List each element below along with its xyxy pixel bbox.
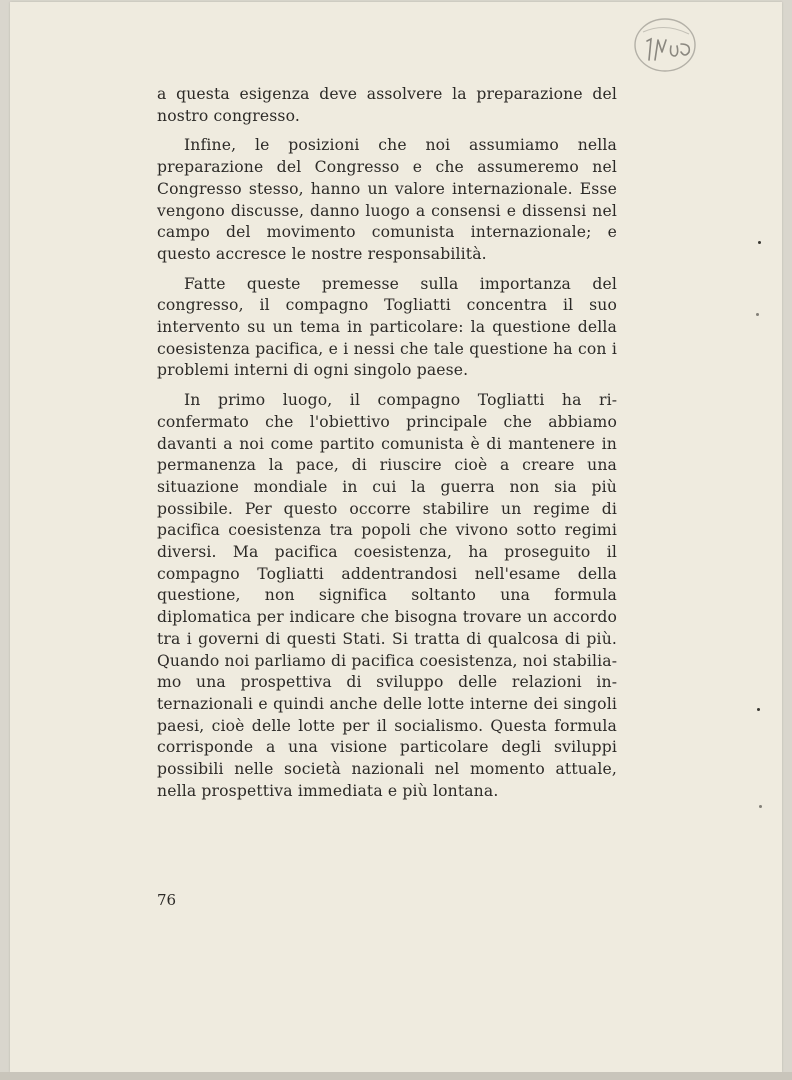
margin-speck [758, 241, 761, 244]
margin-speck [756, 313, 759, 316]
paragraph-2: Infine, le posizioni che noi assumiamo nella preparazione del Congresso e che assumeremo nel Congresso stesso, hanno un valore internazionale. Esse vengono discusse, danno luogo a consensi e dissensi nel campo del movimento comunista internazionale; e questo accresce le nostre responsabilità. [157, 136, 617, 263]
paragraph-3: Fatte queste premesse sulla importanza del congresso, il compagno Togliatti concentra il suo intervento su un tema in particolare: la questione della coesistenza pacifica, e i nessi che tale questione ha con i problemi interni di ogni singolo paese. [157, 274, 617, 380]
margin-speck [757, 708, 760, 711]
page-bottom-edge [0, 1072, 792, 1080]
paragraph-1: a questa esigenza deve assolvere la preparazione del nostro congresso. [157, 85, 617, 125]
paragraph-4: In primo luogo, il compagno Togliatti ha riconfermato che l'obiettivo principale che abbiamo davanti a noi come partito comunista è di mantenere in permanenza la pace, di riuscire cioè a creare una situazione mondiale in cui la guerra non sia più possibile. Per questo occorre stabilire un regime di pacifica coesistenza tra popoli che vivono sotto regimi diversi. Ma pacifica coesistenza, ha proseguito il compagno Togliatti addentrandosi nell'esame della questione, non significa soltanto una formula diplomatica per indicare che bisogna trovare un accordo tra i governi di questi Stati. Si tratta di qualcosa di più. Quando noi parliamo di pacifica coesistenza, noi stabiliamo una prospettiva di sviluppo delle relazioni internazionali e quindi anche delle lotte interne dei singoli paesi, cioè delle lotte per il socialismo. Questa formula corrisponde a una visione particolare degli sviluppi possibili nelle società nazionali nel momento attuale, nella prospettiva immediata e più lontana. [157, 391, 617, 800]
body-text [157, 84, 617, 811]
margin-speck [759, 805, 762, 808]
page-number: 76 [157, 891, 177, 909]
archive-stamp-handwritten-number [631, 14, 699, 76]
